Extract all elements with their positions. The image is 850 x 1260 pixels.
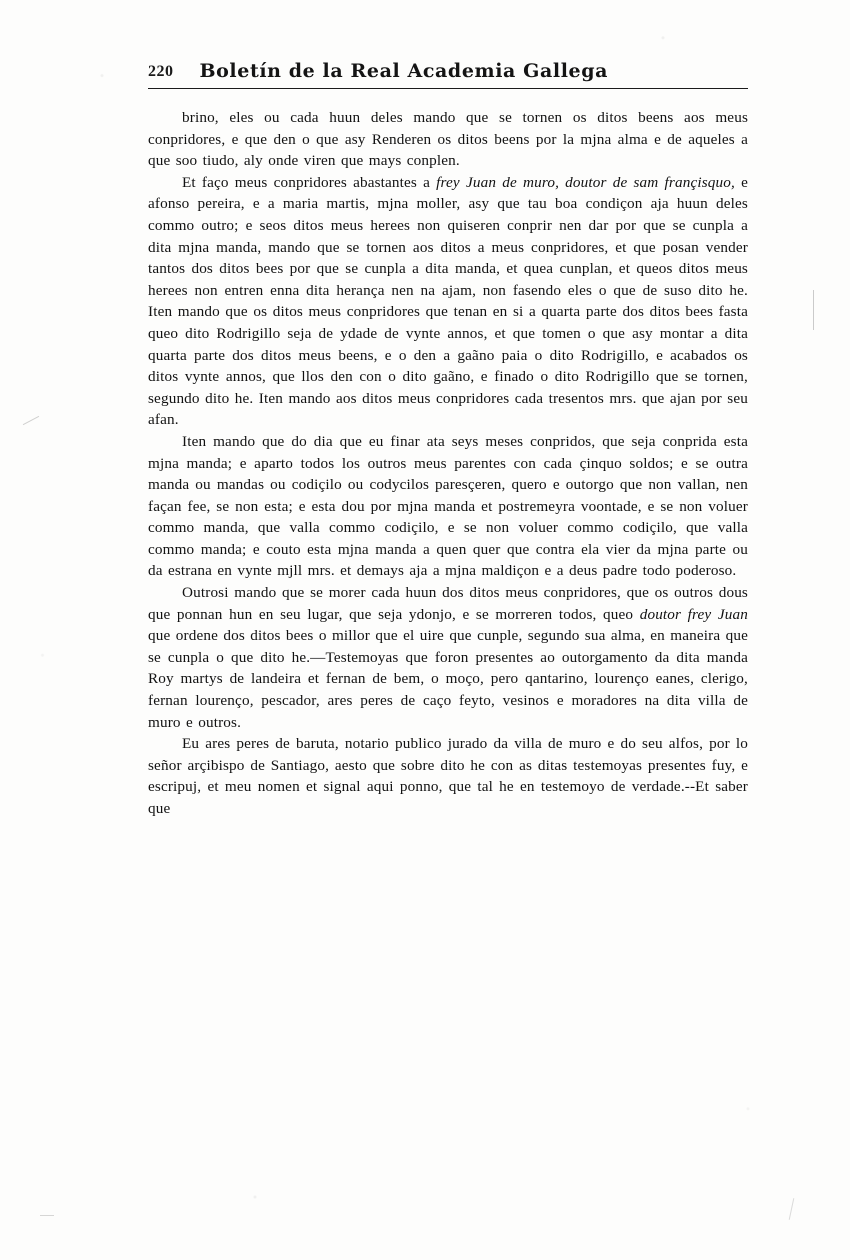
- margin-mark: [40, 1215, 54, 1216]
- text-run: Eu ares peres de baruta, notario publico jurado da villa de muro e do seu alfos, por lo señor arçibispo de Santiago, aesto que sobre dito he con as ditas testemoyas presentes fuy, e escripuj, et meu nomen et signal aqui ponno, que tal he en testemoyo de verdade.--Et saber que: [148, 735, 748, 817]
- paragraph: [148, 107, 748, 172]
- text-run: que ordene dos ditos bees o millor que el uire que cunple, segundo sua alma, en maneira que se cunpla o que dito he.—Testemoyas que foron presentes ao outorgamento da dita manda Roy martys de landeira et fernan de bem, o moço, pero qantarino, lourenço eanes, clerigo, fernan lourenço, pescador, ares peres de caço feyto, vesinos e moradores na dita villa de muro e outros.: [148, 627, 748, 731]
- running-title: Boletín de la Real Academia Gallega: [199, 60, 609, 82]
- text-run: brino, eles ou cada huun deles mando que se tornen os ditos beens aos meus conpridores, e que den o que asy Renderen os ditos beens por la mjna alma e de aqueles a que soo tiudo, aly onde viren que mays conplen.: [148, 109, 748, 170]
- italic-run: frey Juan de muro, doutor de sam françisquo,: [436, 173, 735, 191]
- header-rule: [148, 88, 748, 89]
- folio-number: 220: [148, 63, 174, 80]
- page-header: [148, 60, 748, 86]
- margin-mark: [789, 1198, 795, 1220]
- paragraph: [148, 172, 748, 431]
- text-run: Iten mando que do dia que eu finar ata seys meses conpridos, que seja conprida esta mjna manda; e aparto todos los outros meus parentes con cada çinquo soldos; e se outra manda ou mandas ou codiçilo ou codycilos paresçeren, quero e outorgo que non vallan, nen façan fee, se non esta; e esta dou por mjna manda et postremeyra voontade, e se non voluer commo manda, que valla commo codiçilo, e se non voluer commo codiçilo, que valla commo manda; e couto esta mjna manda a quen quer que contra ela vier da mjna parte ou da estrana en vynte mjll mrs. et demays aja a mjna maldiçon e a deus padre todo poderoso.: [148, 432, 748, 580]
- text-run: Outrosi mando que se morer cada huun dos ditos meus conpridores, que os outros dous que ponnan hun en seu lugar, que seja ydonjo, e se morreren todos, queo: [148, 584, 748, 623]
- text-run: Et faço meus conpridores abastantes a: [182, 173, 437, 191]
- paragraph: [148, 582, 748, 733]
- paragraph: [148, 733, 748, 819]
- margin-mark: [23, 416, 39, 425]
- document-body: [148, 107, 748, 820]
- document-sheet: [148, 60, 748, 820]
- margin-mark: [813, 290, 814, 330]
- italic-run: doutor frey Juan: [639, 605, 748, 623]
- paragraph: [148, 431, 748, 582]
- text-run: e afonso pereira, e a maria martis, mjna moller, asy que tau boa condiçon aja huun deles commo outro; e seos ditos meus herees non quiseren conprir nen dar por que se cunpla a dita mjna manda, mando que se tornen aos ditos a meus conpridores, et que posan vender tantos dos ditos bees por que se cunpla a dita manda, et quea cunplan, et queos ditos meus herees non entren enna dita herança nen na ajam, non fasendo eles o que de suso dito he. Iten mando que os ditos meus conpridores que tenan en si a quarta parte dos ditos bees fasta queo dito Rodrigillo seja de ydade de vynte annos, et que tomen o que asy montar a dita quarta parte dos ditos meus beens, e o den a gaãno paia o dito Rodrigillo, e acabados os ditos vynte annos, que llos den con o dito gaãno, e finado o dito Rodrigillo que se tornen, segundo dito he. Iten mando aos ditos meus conpridores cada tresentos mrs. que ajan por seu afan.: [148, 173, 748, 429]
